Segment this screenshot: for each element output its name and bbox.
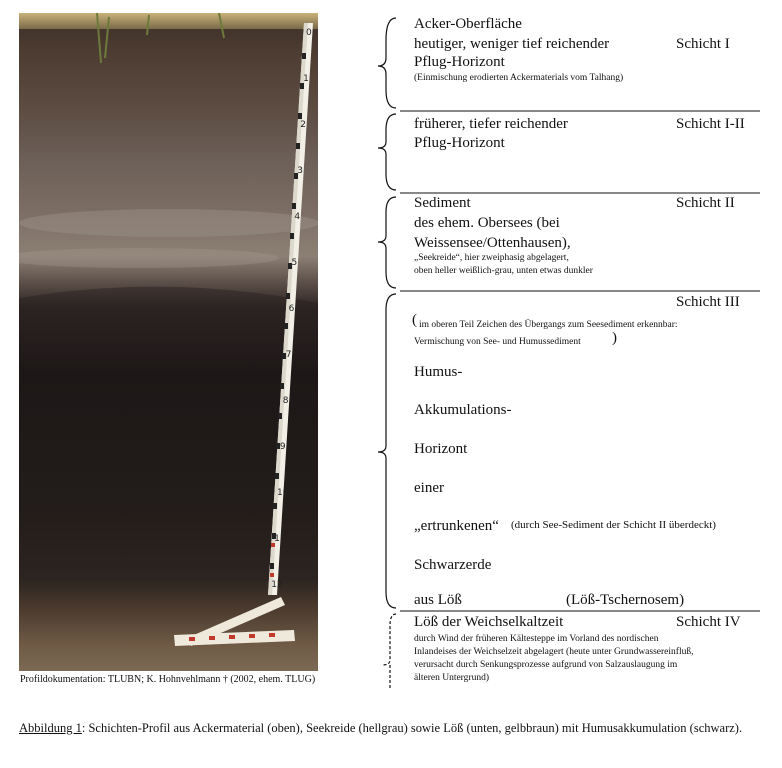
layer4-word2: Akkumulations- [414, 402, 512, 418]
layer1-line3: Pflug-Horizont [414, 54, 505, 70]
caption-label: Abbildung 1 [19, 721, 82, 735]
layer3-line3: Weissensee/Ottenhausen), [414, 235, 571, 251]
layer1-line2: heutiger, weniger tief reichender [414, 36, 610, 52]
layer5-note4: älteren Untergrund) [414, 673, 490, 683]
layer4-word3: Horizont [414, 441, 468, 457]
layer5-line1: Löß der Weichselkaltzeit [414, 614, 564, 630]
layer4-word5: „ertrunkenen“ [414, 518, 499, 534]
layer5-note1: durch Wind der früheren Kältesteppe im Vorland des nordischen [414, 634, 659, 644]
figure-caption [19, 720, 761, 737]
ruler-number: 6 [288, 304, 295, 314]
layer3-note1: „Seekreide“, hier zweiphasig abgelagert, [414, 253, 569, 263]
ruler-number: 12 [271, 580, 283, 590]
layer4-word7: aus Löß [414, 592, 462, 608]
layer4-word4: einer [414, 480, 444, 496]
layer1-line1: Acker-Oberfläche [414, 16, 522, 32]
layer5-schicht: Schicht IV [676, 614, 741, 630]
ruler-number: 11 [274, 534, 286, 544]
layer4-schicht: Schicht III [676, 294, 740, 310]
layer2-schicht: Schicht I-II [676, 116, 745, 132]
layer3-line2: des ehem. Obersees (bei [414, 215, 560, 231]
ruler-number: 2 [300, 120, 306, 130]
ruler-number: 7 [285, 350, 292, 360]
soil-profile-photo [19, 13, 318, 671]
layer4-word7-note: (Löß-Tschernosem) [566, 592, 685, 608]
ruler-number: 1 [303, 74, 309, 84]
ruler-number: 5 [291, 258, 298, 268]
layer5-note2: Inlandeises der Weichselzeit abgelagert (heute unter Grundwassereinfluß, [414, 647, 694, 657]
layer4-word1: Humus- [414, 364, 463, 380]
layer1-schicht: Schicht I [676, 36, 730, 52]
layer2-line1: früherer, tiefer reichender [414, 116, 568, 132]
ruler-number: 10 [277, 488, 289, 498]
ruler-number: 3 [297, 166, 304, 176]
layer4-word5-note: (durch See-Sediment der Schicht II überdeckt) [511, 519, 716, 531]
layer4-paren-close: ) [612, 330, 617, 346]
layer5-note3: verursacht durch Senkungsprozesse aufgrund von Salzauslaugung im [414, 660, 678, 670]
ruler-number: 0 [306, 28, 312, 38]
ruler-number: 9 [279, 442, 286, 452]
layer4-paren-open: ( [412, 312, 417, 328]
layer3-schicht: Schicht II [676, 195, 735, 211]
layer4-note2: Vermischung von See- und Humussediment [414, 337, 581, 347]
photo-credit: Profildokumentation: TLUBN; K. Hohnvehlmann † (2002, ehem. TLUG) [20, 674, 316, 685]
layer4-word6: Schwarzerde [414, 557, 492, 573]
caption-text: : Schichten-Profil aus Ackermaterial (oben), Seekreide (hellgrau) sowie Löß (unten, gelbbraun) mit Humusakkumulation (schwarz). [81, 721, 743, 735]
layer2-line2: Pflug-Horizont [414, 135, 505, 151]
layer3-note2: oben heller weißlich-grau, unten etwas dunkler [414, 266, 593, 276]
ruler-number: 4 [294, 212, 301, 222]
layer4-note1: im oberen Teil Zeichen des Übergangs zum Seesediment erkennbar: [419, 320, 678, 330]
layer-brackets [360, 10, 780, 690]
layer1-note: (Einmischung erodierten Ackermaterials vom Talhang) [414, 73, 624, 83]
layer3-line1: Sediment [414, 195, 471, 211]
ruler-number: 8 [282, 396, 289, 406]
